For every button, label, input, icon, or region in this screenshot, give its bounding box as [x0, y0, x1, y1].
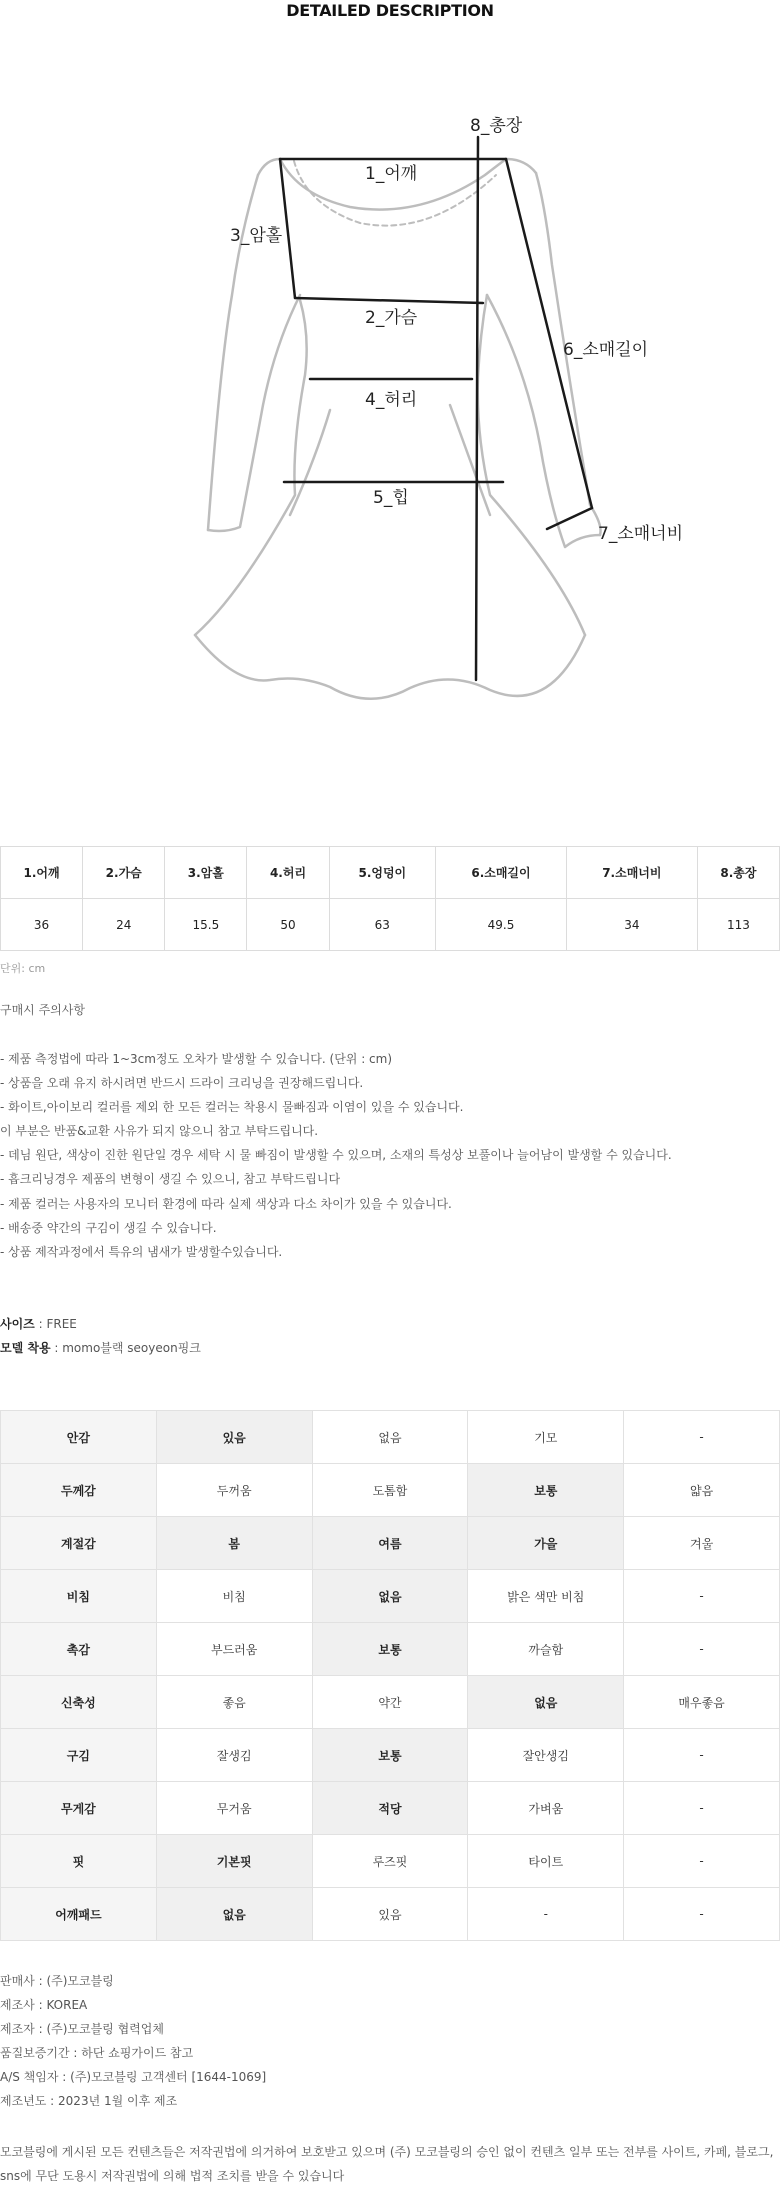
property-option: 밝은 색만 비침	[468, 1570, 624, 1623]
label-waist: 4_허리	[365, 390, 418, 410]
property-row	[1, 1570, 780, 1623]
property-option: -	[624, 1623, 780, 1676]
size-header-cell: 4.허리	[247, 847, 329, 899]
size-header-cell: 1.어깨	[1, 847, 83, 899]
fabric-properties-table	[0, 1410, 780, 1941]
property-option: -	[624, 1888, 780, 1941]
property-row	[1, 1835, 780, 1888]
property-option: 겨울	[624, 1517, 780, 1570]
notice-line: - 데님 원단, 색상이 진한 원단일 경우 세탁 시 물 빠짐이 발생할 수 있으며, 소재의 특성상 보풀이나 늘어남이 발생할 수 있습니다.	[0, 1148, 672, 1163]
size-header-cell: 8.총장	[697, 847, 779, 899]
size-value-cell: 49.5	[436, 899, 567, 951]
property-option: 타이트	[468, 1835, 624, 1888]
manufacturer-info	[0, 1969, 266, 2113]
maker-line: 제조사 : KOREA	[0, 1998, 88, 2012]
notice-line: - 제품 측정법에 따라 1~3cm정도 오차가 발생할 수 있습니다. (단위 : cm)	[0, 1052, 393, 1066]
label-chest: 2_가슴	[365, 308, 418, 328]
property-option: 무거움	[156, 1782, 312, 1835]
size-header-cell: 3.암홀	[165, 847, 247, 899]
property-option: 가을	[468, 1517, 624, 1570]
property-label: 촉감	[1, 1623, 157, 1676]
label-sleeve-width: 7_소매너비	[598, 524, 684, 544]
maker-line: 판매사 : (주)모코블링	[0, 1974, 114, 1988]
property-option: 까슬함	[468, 1623, 624, 1676]
property-row	[1, 1676, 780, 1729]
property-option: 잘안생김	[468, 1729, 624, 1782]
property-option: 적당	[312, 1782, 468, 1835]
property-row	[1, 1623, 780, 1676]
property-row	[1, 1517, 780, 1570]
page-title: DETAILED DESCRIPTION	[286, 1, 494, 20]
size-value: : FREE	[34, 1317, 77, 1331]
label-sleeve-length: 6_소매길이	[563, 340, 649, 360]
notice-line: - 상품 제작과정에서 특유의 냄새가 발생할수있습니다.	[0, 1244, 283, 1259]
property-option: 있음	[156, 1411, 312, 1464]
size-value-cell: 15.5	[165, 899, 247, 951]
unit-note: 단위: cm	[0, 962, 46, 975]
property-row	[1, 1464, 780, 1517]
copyright-notice: 모코블링에 게시된 모든 컨텐츠들은 저작권법에 의거하여 보호받고 있으며 (주) 모코블링의 승인 없이 컨텐츠 일부 또는 전부를 사이트, 카페, 블로그, sns에 무단 도용시 저작권법에 의해 법적 조치를 받을 수 있습니다	[0, 2145, 774, 2183]
property-row	[1, 1888, 780, 1941]
property-option: 약간	[312, 1676, 468, 1729]
notice-line: 이 부분은 반품&교환 사유가 되지 않으니 참고 부탁드립니다.	[0, 1124, 319, 1139]
maker-line: 제조년도 : 2023년 1월 이후 제조	[0, 2094, 178, 2108]
property-label: 신축성	[1, 1676, 157, 1729]
property-option: 보통	[312, 1623, 468, 1676]
size-header-cell: 2.가슴	[83, 847, 165, 899]
property-option: 잘생김	[156, 1729, 312, 1782]
model-label: 모델 착용	[0, 1341, 51, 1355]
property-label: 두께감	[1, 1464, 157, 1517]
size-line	[0, 1312, 201, 1336]
property-option: 루즈핏	[312, 1835, 468, 1888]
notice-line: - 제품 컬러는 사용자의 모니터 환경에 따라 실제 색상과 다소 차이가 있을 수 있습니다.	[0, 1196, 452, 1211]
property-option: 보통	[312, 1729, 468, 1782]
property-label: 무게감	[1, 1782, 157, 1835]
property-option: 없음	[468, 1676, 624, 1729]
left-sleeve-inner	[208, 295, 300, 531]
notice-line: - 화이트,아이보리 컬러를 제외 한 모든 컬러는 착용시 물빠짐과 이염이 있을 수 있습니다.	[0, 1100, 464, 1115]
hem	[195, 635, 585, 699]
notice-list	[0, 1047, 672, 1264]
property-option: 도톰함	[312, 1464, 468, 1517]
size-header-cell: 7.소매너비	[566, 847, 697, 899]
label-total-length: 8_총장	[470, 116, 523, 136]
size-value-cell: 36	[1, 899, 83, 951]
label-shoulder: 1_어깨	[365, 164, 418, 184]
property-label: 비침	[1, 1570, 157, 1623]
label-hip: 5_힙	[373, 488, 409, 508]
total-length-line	[476, 137, 478, 680]
notice-line: - 상품을 오래 유지 하시려면 반드시 드라이 크리닝을 권장해드립니다.	[0, 1076, 364, 1091]
property-option: 매우좋음	[624, 1676, 780, 1729]
property-option: 기본핏	[156, 1835, 312, 1888]
notice-title: 구매시 주의사항	[0, 1003, 85, 1017]
property-option: 얇음	[624, 1464, 780, 1517]
property-option: 있음	[312, 1888, 468, 1941]
property-label: 어깨패드	[1, 1888, 157, 1941]
property-option: -	[624, 1835, 780, 1888]
property-option: 가벼움	[468, 1782, 624, 1835]
property-option: 기모	[468, 1411, 624, 1464]
size-value-cell: 24	[83, 899, 165, 951]
left-shoulder	[258, 159, 280, 175]
property-option: -	[624, 1570, 780, 1623]
property-option: 여름	[312, 1517, 468, 1570]
property-option: 봄	[156, 1517, 312, 1570]
property-row	[1, 1411, 780, 1464]
property-row	[1, 1729, 780, 1782]
size-info	[0, 1312, 201, 1360]
size-value-cell: 113	[697, 899, 779, 951]
sleeve-length-line	[506, 159, 592, 508]
size-value-cell: 63	[329, 899, 436, 951]
property-option: 없음	[156, 1888, 312, 1941]
maker-line: A/S 책임자 : (주)모코블링 고객센터 [1644-1069]	[0, 2070, 267, 2084]
armhole-line	[280, 159, 295, 298]
maker-line: 제조자 : (주)모코블링 협력업체	[0, 2022, 164, 2036]
property-option: -	[624, 1729, 780, 1782]
property-label: 핏	[1, 1835, 157, 1888]
property-option: 두꺼움	[156, 1464, 312, 1517]
property-label: 계절감	[1, 1517, 157, 1570]
property-option: -	[624, 1782, 780, 1835]
left-waist-fold	[290, 410, 330, 515]
property-option: 부드러움	[156, 1623, 312, 1676]
maker-line: 품질보증기간 : 하단 쇼핑가이드 참고	[0, 2046, 194, 2060]
dress-measurement-diagram	[180, 115, 700, 735]
property-option: 좋음	[156, 1676, 312, 1729]
label-armhole: 3_암홀	[230, 226, 283, 246]
property-option: 보통	[468, 1464, 624, 1517]
property-option: 비침	[156, 1570, 312, 1623]
notice-line: - 흡크리닝경우 제품의 변형이 생길 수 있으니, 참고 부탁드립니다	[0, 1172, 341, 1187]
property-label: 구김	[1, 1729, 157, 1782]
property-option: -	[468, 1888, 624, 1941]
model-line	[0, 1336, 201, 1360]
property-option: -	[624, 1411, 780, 1464]
size-label: 사이즈	[0, 1317, 35, 1331]
notice-line: - 배송중 약간의 구김이 생길 수 있습니다.	[0, 1220, 217, 1235]
size-header-cell: 5.엉덩이	[329, 847, 436, 899]
property-option: 없음	[312, 1570, 468, 1623]
property-row	[1, 1782, 780, 1835]
size-table	[0, 846, 780, 951]
size-value-cell: 34	[566, 899, 697, 951]
size-table-value-row	[1, 899, 780, 951]
right-sleeve-inner	[487, 295, 600, 547]
right-shoulder	[506, 159, 536, 173]
size-table-header-row	[1, 847, 780, 899]
model-value: : momo블랙 seoyeon핑크	[50, 1341, 201, 1355]
chest-line	[295, 298, 483, 303]
property-label: 안감	[1, 1411, 157, 1464]
size-value-cell: 50	[247, 899, 329, 951]
size-header-cell: 6.소매길이	[436, 847, 567, 899]
property-option: 없음	[312, 1411, 468, 1464]
